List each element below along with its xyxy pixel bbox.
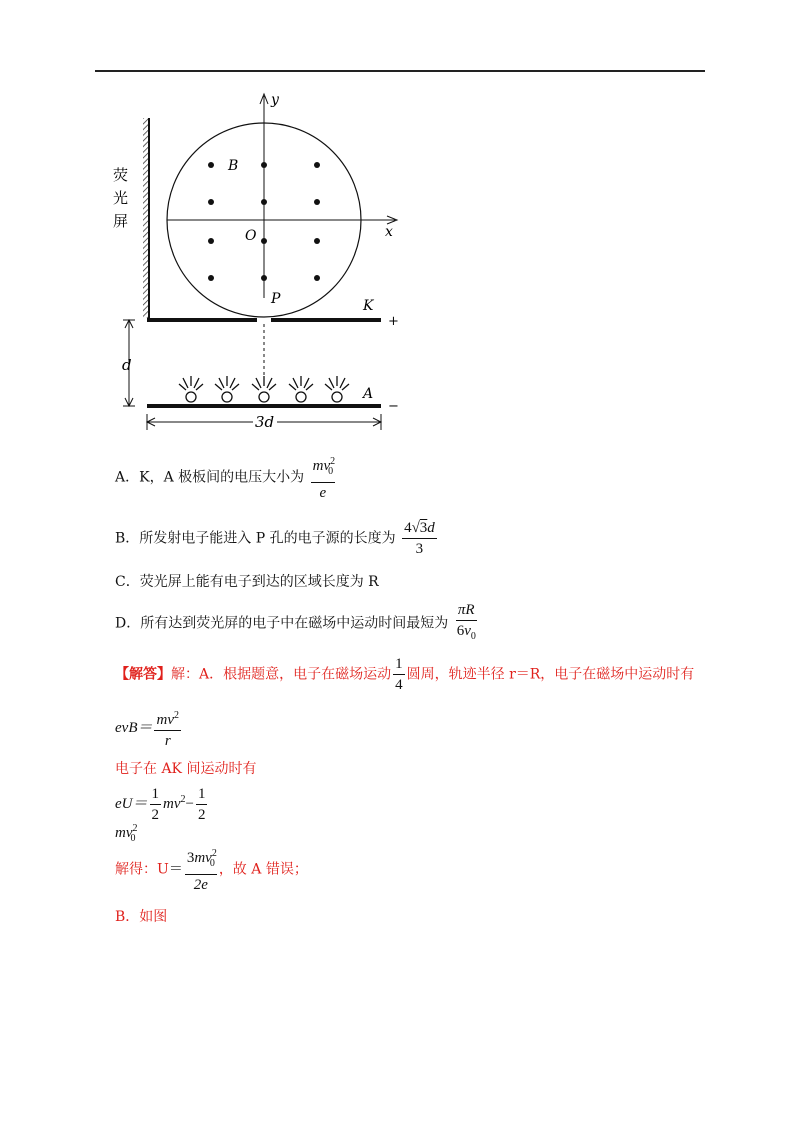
- equation-eu: eU＝ $\frac{1}{2}$ $mv^2-$ $\frac{1}{2}$ $mv^2_0$: [115, 786, 206, 844]
- label-d: d: [122, 356, 132, 374]
- option-b-text: B．所发射电子能进入 P 孔的电子源的长度为: [115, 530, 396, 547]
- y-label: y: [271, 92, 279, 108]
- option-b: [115, 520, 439, 557]
- option-a: [115, 454, 337, 501]
- physics-figure: [105, 88, 405, 433]
- label-minus: −: [388, 399, 399, 414]
- solution-line-4: B．如图: [115, 909, 168, 925]
- header-rule: [95, 70, 705, 72]
- option-a-text: A．K，A 极板间的电压大小为: [115, 469, 305, 486]
- electron-sources: [179, 376, 349, 402]
- quarter-fraction: $\frac{1}{4}$: [395, 656, 403, 693]
- option-c-text: C．荧光屏上能有电子到达的区域长度为 R: [115, 574, 379, 590]
- label-P: P: [271, 291, 281, 307]
- equation-evb: evB＝ $\frac{mv^2}{r}$: [115, 710, 179, 749]
- label-K: K: [363, 298, 374, 314]
- label-A: A: [363, 386, 374, 402]
- option-d-text: D．所有达到荧光屏的电子中在磁场中运动时间最短为: [115, 615, 449, 632]
- option-a-fraction: $\frac{mv^2_0}{e}$: [312, 456, 336, 501]
- label-B: B: [228, 158, 239, 174]
- voltage-fraction: $\frac{3mv^2_0}{2e}$: [186, 848, 217, 893]
- option-d: [115, 602, 480, 645]
- option-c: [115, 571, 379, 591]
- solution-line-1: 【解答】解：A．根据题意，电子在磁场运动 $\frac{1}{4}$ 圆周，轨迹半径 r＝R，电子在磁场中运动时有: [115, 656, 695, 693]
- screen-label-3: 屏: [113, 212, 129, 230]
- label-plus: +: [388, 314, 399, 329]
- solution-tag: 【解答】: [115, 666, 171, 683]
- screen-label-1: 荧: [113, 166, 129, 184]
- x-label: x: [385, 224, 393, 240]
- option-b-fraction: $\frac{4√3d}{3}$: [404, 520, 435, 557]
- option-d-fraction: $\frac{\pi R}{6v_0}$: [456, 602, 476, 642]
- solution-line-2: 电子在 AK 间运动时有: [115, 761, 257, 777]
- label-O: O: [245, 228, 257, 244]
- label-3d: 3d: [255, 413, 275, 431]
- screen-label-2: 光: [113, 189, 129, 207]
- solution-line-3: 解得：U＝ $\frac{3mv^2_0}{2e}$ ，故 A 错误；: [115, 848, 308, 893]
